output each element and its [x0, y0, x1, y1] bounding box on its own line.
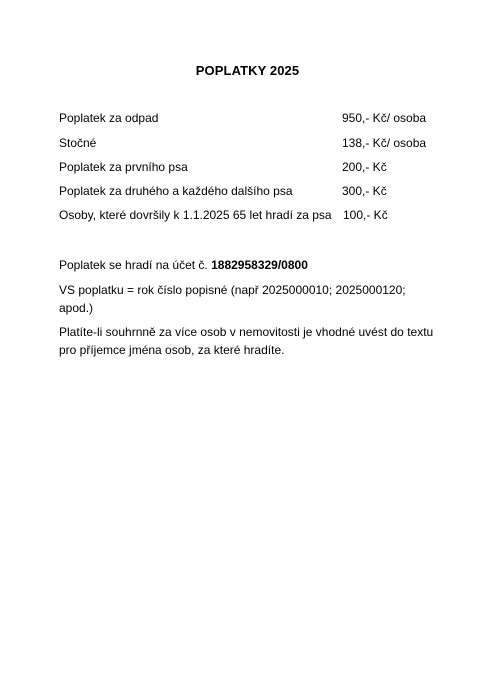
fee-row-senior-dog	[59, 208, 439, 224]
fee-amount: 100,- Kč	[343, 208, 388, 222]
fee-amount: 200,- Kč	[342, 160, 387, 174]
fee-label: Poplatek za druhého a každého dalšího psa	[59, 184, 293, 198]
fee-label: Poplatek za odpad	[59, 111, 159, 125]
fee-row-sewage	[59, 136, 439, 152]
fee-amount: 300,- Kč	[342, 184, 387, 198]
document-title: POPLATKY 2025	[195, 63, 300, 78]
payment-note-text: Platíte-li souhrnně za více osob v nemovitosti je vhodné uvést do textu pro příjemce jména osob, za které hradíte.	[59, 325, 434, 357]
account-number: 1882958329/0800	[211, 258, 308, 272]
fee-row-additional-dog	[59, 184, 439, 200]
variable-symbol-text: VS poplatku = rok číslo popisné (např 2025000010; 2025000120; apod.)	[59, 283, 406, 315]
account-prefix: Poplatek se hradí na účet č.	[59, 258, 208, 272]
fee-row-first-dog	[59, 160, 439, 176]
fee-amount: 950,- Kč/ osoba	[342, 111, 427, 125]
fee-amount: 138,- Kč/ osoba	[342, 136, 427, 150]
fee-label: Osoby, které dovršily k 1.1.2025 65 let hradí za psa	[59, 208, 332, 222]
account-line	[59, 256, 439, 274]
fee-label: Stočné	[59, 136, 97, 150]
fee-row-waste	[59, 111, 439, 127]
fee-label: Poplatek za prvního psa	[59, 160, 188, 174]
